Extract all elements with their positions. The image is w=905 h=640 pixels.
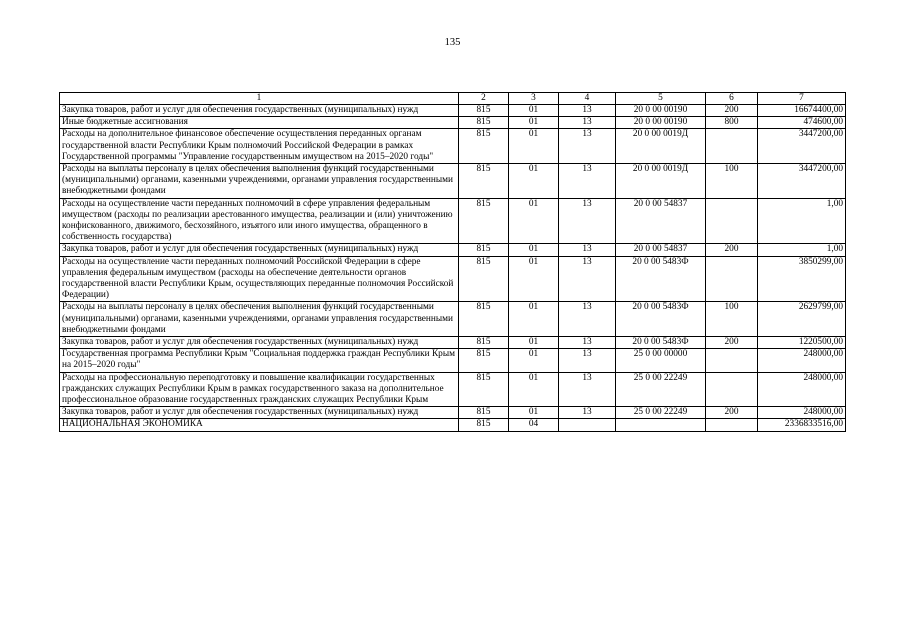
header-cell-3: 3 <box>509 93 559 105</box>
header-cell-5: 5 <box>616 93 706 105</box>
expense-name-cell: НАЦИОНАЛЬНАЯ ЭКОНОМИКА <box>60 419 459 431</box>
target-article-cell: 20 0 00 0019Д <box>616 129 706 164</box>
table-row <box>60 419 846 431</box>
expense-name-cell: Закупка товаров, работ и услуг для обеспечения государственных (муниципальных) нужд <box>60 105 459 117</box>
expense-name-cell: Расходы на выплаты персоналу в целях обеспечения выполнения функций государственными (муниципальными) органами, казенными учреждениями, органами управления государственными внебюджетными фондами <box>60 302 459 337</box>
table-row <box>60 337 846 349</box>
expense-type-cell: 200 <box>706 105 758 117</box>
section-code-cell: 01 <box>509 349 559 372</box>
expense-type-cell: 200 <box>706 244 758 256</box>
expense-type-cell: 800 <box>706 117 758 129</box>
expense-type-cell <box>706 256 758 302</box>
subsection-code-cell: 13 <box>559 256 616 302</box>
table-row <box>60 244 846 256</box>
section-code-cell: 01 <box>509 105 559 117</box>
subsection-code-cell: 13 <box>559 164 616 199</box>
expense-name-cell: Расходы на дополнительное финансовое обеспечение осуществления переданных органам государственной власти Республики Крым полномочий Российской Федерации в рамках Государственной программы "Управление государственным имуществом на 2015–2020 годы" <box>60 129 459 164</box>
amount-cell: 1,00 <box>758 198 846 244</box>
department-code-cell: 815 <box>459 129 509 164</box>
expense-name-cell: Государственная программа Республики Крым "Социальная поддержка граждан Республики Крым на 2015–2020 годы" <box>60 349 459 372</box>
section-code-cell: 01 <box>509 407 559 419</box>
target-article-cell: 25 0 00 00000 <box>616 349 706 372</box>
department-code-cell: 815 <box>459 117 509 129</box>
target-article-cell: 20 0 00 00190 <box>616 117 706 129</box>
subsection-code-cell: 13 <box>559 129 616 164</box>
expense-name-cell: Закупка товаров, работ и услуг для обеспечения государственных (муниципальных) нужд <box>60 407 459 419</box>
section-code-cell: 01 <box>509 244 559 256</box>
expense-name-cell: Закупка товаров, работ и услуг для обеспечения государственных (муниципальных) нужд <box>60 337 459 349</box>
expense-type-cell: 100 <box>706 302 758 337</box>
amount-cell: 3850299,00 <box>758 256 846 302</box>
header-cell-1: 1 <box>60 93 459 105</box>
header-cell-4: 4 <box>559 93 616 105</box>
expense-type-cell <box>706 198 758 244</box>
section-code-cell: 01 <box>509 372 559 407</box>
department-code-cell: 815 <box>459 302 509 337</box>
subsection-code-cell: 13 <box>559 244 616 256</box>
budget-table <box>59 92 846 432</box>
header-cell-6: 6 <box>706 93 758 105</box>
table-row <box>60 349 846 372</box>
department-code-cell: 815 <box>459 198 509 244</box>
target-article-cell: 25 0 00 22249 <box>616 407 706 419</box>
amount-cell: 16674400,00 <box>758 105 846 117</box>
expense-name-cell: Расходы на осуществление части переданных полномочий в сфере управления федеральным имуществом (расходы по реализации арестованного имущества, реализации и (или) уничтожению конфискованного, движимого, бесхозяйного, изъятого или иного имущества, обращенного в собственность государства) <box>60 198 459 244</box>
table-row <box>60 129 846 164</box>
section-code-cell: 01 <box>509 129 559 164</box>
table-row <box>60 256 846 302</box>
amount-cell: 248000,00 <box>758 407 846 419</box>
subsection-code-cell: 13 <box>559 105 616 117</box>
expense-type-cell: 200 <box>706 407 758 419</box>
subsection-code-cell: 13 <box>559 337 616 349</box>
department-code-cell: 815 <box>459 337 509 349</box>
expense-type-cell <box>706 419 758 431</box>
section-code-cell: 01 <box>509 198 559 244</box>
target-article-cell: 20 0 00 5483Ф <box>616 337 706 349</box>
subsection-code-cell: 13 <box>559 407 616 419</box>
expense-name-cell: Расходы на осуществление части переданных полномочий Российской Федерации в сфере управления федеральным имуществом (расходы на обеспечение деятельности органов государственной власти Республики Крым, осуществляющих переданные полномочия Российской Федерации) <box>60 256 459 302</box>
department-code-cell: 815 <box>459 256 509 302</box>
subsection-code-cell: 13 <box>559 349 616 372</box>
expense-type-cell <box>706 372 758 407</box>
amount-cell: 248000,00 <box>758 372 846 407</box>
target-article-cell: 20 0 00 5483Ф <box>616 256 706 302</box>
target-article-cell: 20 0 00 5483Ф <box>616 302 706 337</box>
target-article-cell: 20 0 00 0019Д <box>616 164 706 199</box>
header-cell-7: 7 <box>758 93 846 105</box>
section-code-cell: 01 <box>509 117 559 129</box>
department-code-cell: 815 <box>459 244 509 256</box>
amount-cell: 248000,00 <box>758 349 846 372</box>
department-code-cell: 815 <box>459 164 509 199</box>
target-article-cell: 25 0 00 22249 <box>616 372 706 407</box>
target-article-cell <box>616 419 706 431</box>
amount-cell: 3447200,00 <box>758 129 846 164</box>
expense-name-cell: Расходы на профессиональную переподготовку и повышение квалификации государственных гражданских служащих Республики Крым в рамках государственного заказа на дополнительное профессиональное образование государственных гражданских служащих Республики Крым <box>60 372 459 407</box>
table-row <box>60 198 846 244</box>
section-code-cell: 01 <box>509 164 559 199</box>
page-number: 135 <box>444 37 461 48</box>
table-row <box>60 105 846 117</box>
subsection-code-cell: 13 <box>559 302 616 337</box>
table-row <box>60 407 846 419</box>
target-article-cell: 20 0 00 54837 <box>616 198 706 244</box>
target-article-cell: 20 0 00 00190 <box>616 105 706 117</box>
subsection-code-cell: 13 <box>559 198 616 244</box>
subsection-code-cell <box>559 419 616 431</box>
expense-type-cell: 100 <box>706 164 758 199</box>
expense-name-cell: Расходы на выплаты персоналу в целях обеспечения выполнения функций государственными (муниципальными) органами, казенными учреждениями, органами управления государственными внебюджетными фондами <box>60 164 459 199</box>
expense-name-cell: Иные бюджетные ассигнования <box>60 117 459 129</box>
table-row <box>60 372 846 407</box>
expense-type-cell <box>706 349 758 372</box>
department-code-cell: 815 <box>459 349 509 372</box>
section-code-cell: 01 <box>509 302 559 337</box>
expense-name-cell: Закупка товаров, работ и услуг для обеспечения государственных (муниципальных) нужд <box>60 244 459 256</box>
expense-type-cell: 200 <box>706 337 758 349</box>
amount-cell: 1220500,00 <box>758 337 846 349</box>
section-code-cell: 04 <box>509 419 559 431</box>
table-row <box>60 117 846 129</box>
subsection-code-cell: 13 <box>559 117 616 129</box>
target-article-cell: 20 0 00 54837 <box>616 244 706 256</box>
department-code-cell: 815 <box>459 407 509 419</box>
table-body <box>60 105 846 432</box>
expense-type-cell <box>706 129 758 164</box>
amount-cell: 3447200,00 <box>758 164 846 199</box>
header-row <box>60 93 846 105</box>
department-code-cell: 815 <box>459 419 509 431</box>
table-row <box>60 302 846 337</box>
subsection-code-cell: 13 <box>559 372 616 407</box>
department-code-cell: 815 <box>459 105 509 117</box>
table-row <box>60 164 846 199</box>
amount-cell: 474600,00 <box>758 117 846 129</box>
section-code-cell: 01 <box>509 337 559 349</box>
section-code-cell: 01 <box>509 256 559 302</box>
header-cell-2: 2 <box>459 93 509 105</box>
amount-cell: 2336833516,00 <box>758 419 846 431</box>
amount-cell: 1,00 <box>758 244 846 256</box>
amount-cell: 2629799,00 <box>758 302 846 337</box>
department-code-cell: 815 <box>459 372 509 407</box>
